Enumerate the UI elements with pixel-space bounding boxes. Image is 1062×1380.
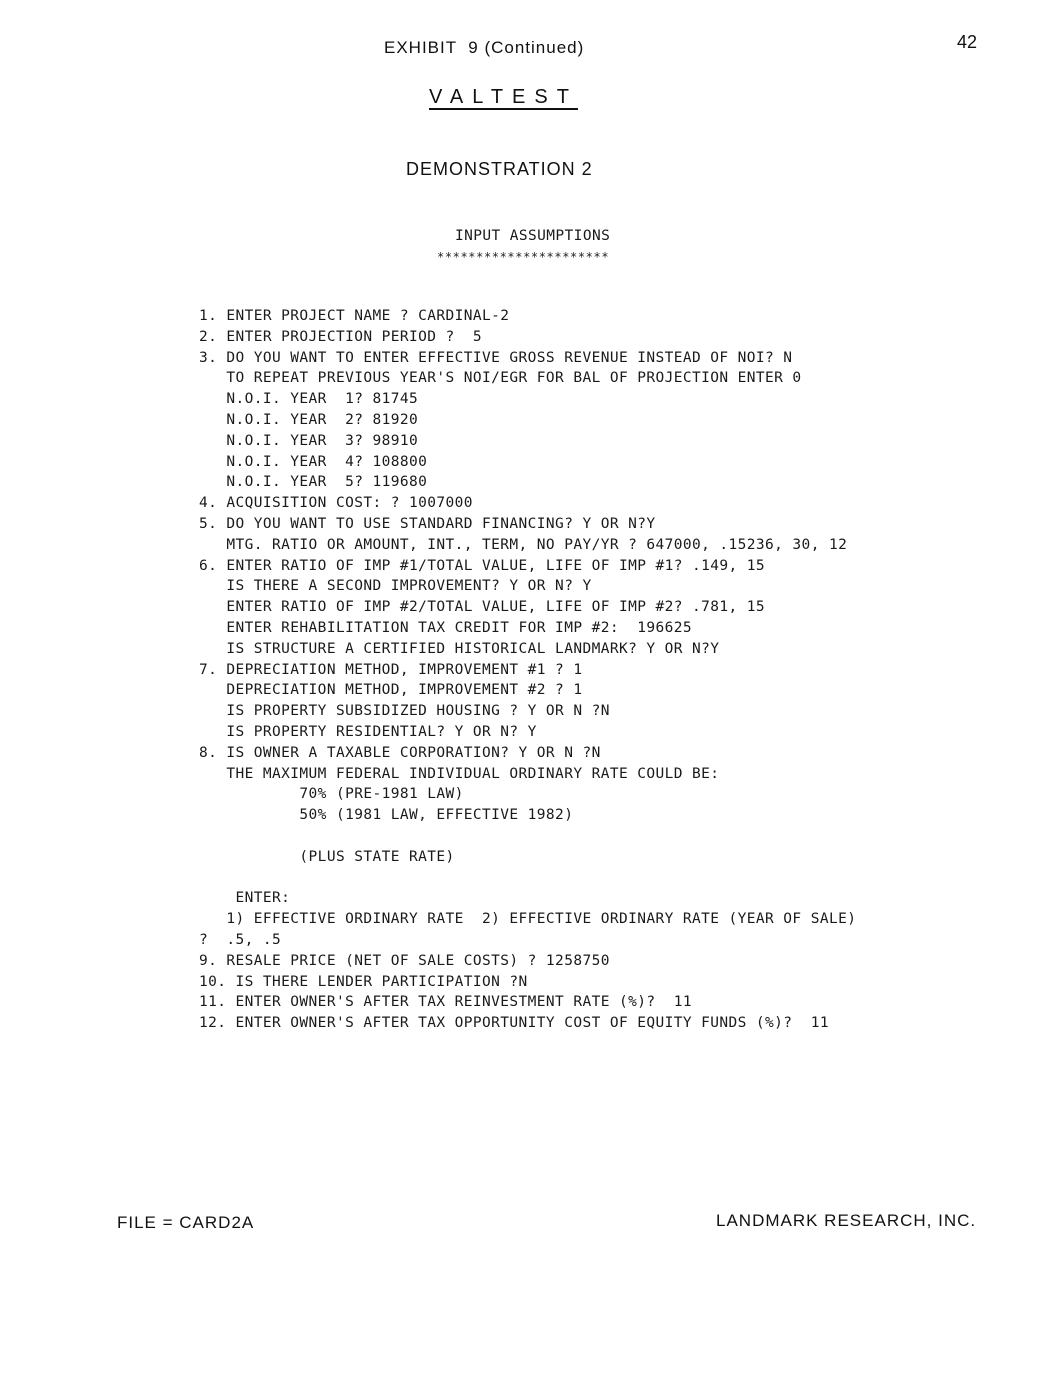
company-name: LANDMARK RESEARCH, INC.	[716, 1211, 977, 1230]
transcript-line: ? .5, .5	[199, 932, 282, 948]
transcript-line: 7. DEPRECIATION METHOD, IMPROVEMENT #1 ? 1	[199, 661, 583, 678]
file-label: FILE = CARD2A	[117, 1213, 255, 1232]
transcript-line: 12. ENTER OWNER'S AFTER TAX OPPORTUNITY COST OF EQUITY FUNDS (%)? 11	[199, 1015, 829, 1032]
heading-underline-stars: **********************	[437, 250, 610, 264]
transcript-line: N.O.I. YEAR 1? 81745	[199, 391, 419, 408]
document-title: VALTEST	[429, 86, 578, 108]
transcript-line: 3. DO YOU WANT TO ENTER EFFECTIVE GROSS REVENUE INSTEAD OF NOI? N	[199, 349, 793, 366]
transcript-line: N.O.I. YEAR 5? 119680	[199, 474, 428, 491]
transcript-line: N.O.I. YEAR 3? 98910	[199, 432, 419, 449]
transcript-line: MTG. RATIO OR AMOUNT, INT., TERM, NO PAY/YR ? 647000, .15236, 30, 12	[199, 536, 848, 553]
transcript-line: 8. IS OWNER A TAXABLE CORPORATION? Y OR N ?N	[199, 744, 601, 761]
transcript-line: 50% (1981 LAW, EFFECTIVE 1982)	[199, 807, 574, 824]
transcript-line: 4. ACQUISITION COST: ? 1007000	[199, 495, 473, 512]
transcript-line: 11. ENTER OWNER'S AFTER TAX REINVESTMENT RATE (%)? 11	[199, 994, 693, 1011]
transcript-line: 2. ENTER PROJECTION PERIOD ? 5	[199, 328, 483, 345]
transcript-line: (PLUS STATE RATE)	[199, 848, 455, 865]
demonstration-subtitle: DEMONSTRATION 2	[406, 159, 593, 179]
transcript-line: 1. ENTER PROJECT NAME ? CARDINAL-2	[199, 308, 510, 324]
transcript-line: N.O.I. YEAR 4? 108800	[199, 453, 428, 470]
transcript-line: ENTER REHABILITATION TAX CREDIT FOR IMP #2: 196625	[199, 620, 693, 636]
transcript-line: 10. IS THERE LENDER PARTICIPATION ?N	[199, 973, 528, 990]
transcript-line: TO REPEAT PREVIOUS YEAR'S NOI/EGR FOR BAL OF PROJECTION ENTER 0	[199, 370, 802, 387]
transcript-line: 1) EFFECTIVE ORDINARY RATE 2) EFFECTIVE ORDINARY RATE (YEAR OF SALE)	[199, 911, 857, 928]
transcript-line: 9. RESALE PRICE (NET OF SALE COSTS) ? 1258750	[199, 952, 610, 969]
transcript-line: 70% (PRE-1981 LAW)	[199, 786, 464, 803]
transcript-line: ENTER:	[199, 890, 291, 907]
transcript-line: N.O.I. YEAR 2? 81920	[199, 412, 419, 428]
input-assumptions-heading: INPUT ASSUMPTIONS	[455, 228, 611, 244]
transcript-line: IS PROPERTY RESIDENTIAL? Y OR N? Y	[199, 724, 537, 740]
page-number: 42	[957, 32, 978, 52]
transcript-line: IS STRUCTURE A CERTIFIED HISTORICAL LANDMARK? Y OR N?Y	[199, 640, 720, 657]
transcript-line: ENTER RATIO OF IMP #2/TOTAL VALUE, LIFE OF IMP #2? .781, 15	[199, 599, 766, 616]
exhibit-heading: EXHIBIT 9 (Continued)	[384, 38, 585, 57]
transcript-line: 6. ENTER RATIO OF IMP #1/TOTAL VALUE, LIFE OF IMP #1? .149, 15	[199, 557, 766, 574]
transcript-line: 5. DO YOU WANT TO USE STANDARD FINANCING? Y OR N?Y	[199, 516, 656, 532]
transcript-line: IS THERE A SECOND IMPROVEMENT? Y OR N? Y	[199, 578, 592, 595]
transcript-line: DEPRECIATION METHOD, IMPROVEMENT #2 ? 1	[199, 682, 583, 699]
transcript-line: IS PROPERTY SUBSIDIZED HOUSING ? Y OR N ?N	[199, 703, 610, 720]
transcript-line: THE MAXIMUM FEDERAL INDIVIDUAL ORDINARY RATE COULD BE:	[199, 765, 720, 782]
